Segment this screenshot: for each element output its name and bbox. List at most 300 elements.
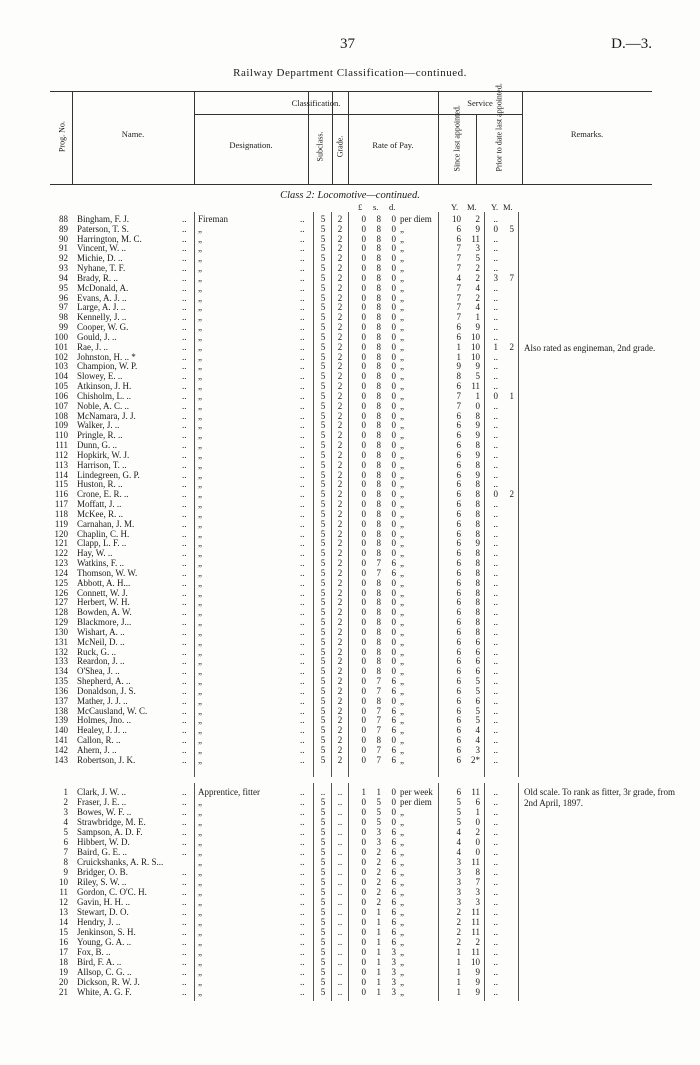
l-cell: 0 [361,420,366,431]
sm-cell: 8 [475,499,480,510]
sy-cell: 6 [456,725,461,736]
s-cell: 1 [376,787,381,797]
l-cell: 0 [361,538,366,549]
name-cell: McDonald, A. [77,282,129,293]
table-row [0,978,700,987]
dot-cell: .. [182,837,187,847]
sm-cell: 0 [475,847,480,857]
per-cell: „ [400,420,404,431]
py-cell: .. [493,685,498,696]
per-cell: „ [400,917,404,927]
no-cell: 123 [54,558,68,569]
sy-cell: 7 [456,253,461,264]
table-row [0,838,700,847]
table-row [0,313,700,322]
dot-cell: .. [182,867,187,877]
s-cell: 8 [376,223,381,234]
leader-dots: .. [300,577,305,588]
gr-cell: .. [337,897,343,907]
sy-cell: 6 [456,322,461,333]
d-cell: 3 [391,977,396,987]
per-cell: „ [400,937,404,947]
sm-cell: 0 [475,837,480,847]
d-cell: 6 [391,937,396,947]
designation-cell: „ [198,987,202,997]
l-cell: 0 [361,967,366,977]
sm-cell: 11 [471,947,480,957]
sub-cell: 5 [320,744,326,755]
no-cell: 13 [59,907,68,917]
table-row [0,687,700,696]
sy-cell: 6 [456,489,461,500]
gr-cell: 2 [337,695,343,706]
py-cell: .. [493,987,498,997]
designation-cell: „ [198,754,202,765]
s-cell: 7 [376,685,381,696]
sm-cell: 6 [475,656,480,667]
d-cell: 0 [391,322,396,333]
table-row [0,878,700,887]
l-cell: 0 [361,489,366,500]
py-cell: .. [493,538,498,549]
py-cell: .. [493,877,498,887]
py-cell: .. [493,937,498,947]
dot-cell: .. [182,877,187,887]
d-cell: 0 [391,351,396,362]
per-cell: „ [400,666,404,677]
gr-cell: 2 [337,607,343,618]
l-cell: 0 [361,744,366,755]
gr-cell: 2 [337,499,343,510]
l-cell: 0 [361,597,366,608]
designation-cell: „ [198,857,202,867]
table-row [0,726,700,735]
name-cell: Bowden, A. W. [77,607,132,618]
designation-cell: „ [198,877,202,887]
gr-cell: 2 [337,233,343,244]
leader-dots: .. [300,847,305,857]
leader-dots: .. [300,400,305,411]
sy-cell: 5 [456,797,461,807]
no-cell: 94 [59,272,68,283]
d-cell: 6 [391,897,396,907]
name-cell: Vincent, W. .. [77,243,126,254]
sy-cell: 7 [456,400,461,411]
sm-cell: 4 [475,734,480,745]
sub-cell: 5 [320,381,326,392]
table-row [0,264,700,273]
d-cell: 0 [391,607,396,618]
s-cell: 7 [376,744,381,755]
name-cell: Strawbridge, M. E. [77,817,146,827]
sub-cell: 5 [320,469,326,480]
designation-cell: „ [198,361,202,372]
sub-cell: 5 [320,312,326,323]
l-cell: 0 [361,705,366,716]
per-cell: „ [400,597,404,608]
l-cell: 0 [361,214,366,224]
s-cell: 8 [376,312,381,323]
l-cell: 0 [361,887,366,897]
name-cell: Johnston, H. .. * [77,351,136,362]
name-cell: Healey, J. J. .. [77,725,127,736]
l-cell: 0 [361,754,366,765]
d-cell: 0 [391,459,396,470]
designation-cell: „ [198,263,202,274]
s-cell: 8 [376,508,381,519]
l-cell: 0 [361,272,366,283]
designation-cell: „ [198,715,202,726]
name-cell: Bowes, W. F. .. [77,807,132,817]
sm-cell: 11 [471,917,480,927]
l-cell: 0 [361,725,366,736]
d-cell: 6 [391,857,396,867]
dot-cell: .. [182,479,187,490]
d-cell: 0 [391,597,396,608]
prog-no-header: Prog. No. [57,121,67,152]
sm-cell: 10 [471,351,480,362]
s-cell: 8 [376,400,381,411]
dot-cell: .. [182,744,187,755]
sy-cell: 6 [456,479,461,490]
gr-cell: 2 [337,626,343,637]
dot-cell: .. [182,558,187,569]
designation-cell: „ [198,469,202,480]
sub-cell: 5 [320,420,326,431]
s-cell: 8 [376,577,381,588]
d-cell: 0 [391,666,396,677]
l-cell: 0 [361,646,366,657]
leader-dots: .. [300,626,305,637]
leader-dots: .. [300,518,305,529]
gr-cell: .. [337,917,343,927]
leader-dots: .. [300,744,305,755]
leader-dots: .. [300,430,305,441]
sy-cell: 4 [456,847,461,857]
gr-cell: 2 [337,292,343,303]
dot-cell: .. [182,927,187,937]
dot-cell: .. [182,499,187,510]
per-cell: „ [400,459,404,470]
dot-cell: .. [182,676,187,686]
l-cell: 0 [361,817,366,827]
d-cell: 0 [391,469,396,480]
dot-cell: .. [182,636,187,647]
gr-cell: 2 [337,676,343,686]
designation-cell: „ [198,666,202,677]
sy-cell: 6 [456,715,461,726]
classification-header: Classification. [291,98,341,108]
per-cell: „ [400,371,404,382]
table-row [0,618,700,627]
sy-cell: 6 [456,459,461,470]
d-cell: 0 [391,656,396,667]
pm-cell: 1 [509,390,514,401]
sm-cell: 2* [471,754,480,765]
l-cell: 0 [361,957,366,967]
table-row [0,323,700,332]
sm-cell: 3 [475,897,480,907]
dot-cell: .. [182,351,187,362]
py-cell: .. [493,957,498,967]
designation-cell: „ [198,617,202,628]
table-row [0,431,700,440]
no-cell: 6 [63,837,68,847]
l-cell: 0 [361,223,366,234]
gr-cell: 2 [337,223,343,234]
per-cell: „ [400,331,404,342]
name-cell: Hopkirk, W. J. [77,449,130,460]
d-cell: 6 [391,877,396,887]
table-row [0,225,700,234]
gr-cell: .. [337,937,343,947]
sy-cell: 7 [456,282,461,293]
designation-cell: „ [198,567,202,578]
sy-cell: 6 [456,617,461,628]
no-cell: 112 [54,449,68,460]
sy-cell: 6 [456,744,461,755]
leader-dots: .. [300,676,305,686]
leader-dots: .. [300,617,305,628]
l-cell: 0 [361,676,366,686]
sy-cell: 6 [456,666,461,677]
since-last-header: Since last appointed. [452,105,462,172]
gr-cell: 2 [337,282,343,293]
table-row [0,908,700,917]
designation-cell: „ [198,410,202,421]
designation-cell: „ [198,797,202,807]
sm-cell: 6 [475,646,480,657]
sub-cell: 5 [320,528,326,539]
gr-cell: 2 [337,430,343,441]
dot-cell: .. [182,322,187,333]
py-cell: .. [493,479,498,490]
designation-cell: „ [198,725,202,736]
per-cell: „ [400,253,404,264]
name-cell: Crone, E. R. .. [77,489,129,500]
l-cell: 0 [361,390,366,401]
l-cell: 0 [361,656,366,667]
sy-cell: 6 [456,646,461,657]
s-cell: 7 [376,725,381,736]
no-cell: 8 [63,857,68,867]
sub-cell: 5 [320,837,326,847]
py-cell: .. [493,548,498,559]
py-cell: .. [493,459,498,470]
py-cell: 0 [493,223,498,234]
sm-cell: 6 [475,666,480,677]
no-cell: 4 [63,817,68,827]
sy-cell: 1 [456,947,461,957]
sy-cell: 6 [456,469,461,480]
sm-cell: 5 [475,705,480,716]
leader-dots: .. [300,807,305,817]
per-cell: „ [400,272,404,283]
leader-dots: .. [300,666,305,677]
py-cell: .. [493,817,498,827]
designation-cell: „ [198,479,202,490]
s-cell: 1 [376,907,381,917]
sub-cell: 5 [320,351,326,362]
name-cell: Dickson, R. W. J. [77,977,140,987]
per-cell: „ [400,907,404,917]
dot-cell: .. [182,440,187,451]
table-row [0,608,700,617]
per-cell: „ [400,351,404,362]
sy-cell: 9 [456,361,461,372]
leader-dots: .. [300,705,305,716]
designation-cell: „ [198,282,202,293]
per-cell: „ [400,744,404,755]
rate-header: Rate of Pay. [372,140,414,150]
l-cell: 0 [361,927,366,937]
designation-cell: „ [198,744,202,755]
table-row [0,274,700,283]
name-cell: Walker, J. .. [77,420,120,431]
per-cell: „ [400,302,404,313]
sm-cell: 8 [475,459,480,470]
leader-dots: .. [300,987,305,997]
sy-cell: 3 [456,867,461,877]
sy-cell: 7 [456,292,461,303]
py-cell: 0 [493,489,498,500]
no-cell: 133 [54,656,68,667]
l-cell: 0 [361,587,366,598]
dot-cell: .. [182,410,187,421]
d-cell: 0 [391,734,396,745]
py-cell: .. [493,410,498,421]
d-cell: 6 [391,887,396,897]
leader-dots: .. [300,787,305,797]
py-cell: .. [493,636,498,647]
dot-cell: .. [182,847,187,857]
sy-cell: 2 [456,907,461,917]
table-row [0,235,700,244]
d-cell: 6 [391,744,396,755]
sm-cell: 10 [471,341,480,352]
sm-cell: 6 [475,797,480,807]
l-cell: 0 [361,430,366,441]
py-cell: .. [493,607,498,618]
d-cell: 0 [391,797,396,807]
no-cell: 118 [54,508,68,519]
l-cell: 0 [361,827,366,837]
no-cell: 120 [54,528,68,539]
s-cell: 5 [376,807,381,817]
sy-cell: 6 [456,676,461,686]
gr-cell: .. [337,907,343,917]
unit-pence: d. [389,202,396,212]
s-cell: 8 [376,322,381,333]
name-cell: McCausland, W. C. [77,705,148,716]
leader-dots: .. [300,695,305,706]
name-cell: Chaplin, C. H. [77,528,130,539]
sub-cell: 5 [320,626,326,637]
py-cell: .. [493,847,498,857]
sm-cell: 11 [471,787,480,797]
no-cell: 11 [59,887,68,897]
name-cell: Evans, A. J. .. [77,292,127,303]
d-cell: 6 [391,567,396,578]
sy-cell: 1 [456,987,461,997]
d-cell: 3 [391,947,396,957]
s-cell: 8 [376,695,381,706]
py-cell: .. [493,518,498,529]
table-row [0,412,700,421]
dot-cell: .. [182,263,187,274]
py-cell: .. [493,528,498,539]
designation-cell: „ [198,957,202,967]
sm-cell: 4 [475,302,480,313]
sm-cell: 8 [475,479,480,490]
sm-cell: 8 [475,440,480,451]
sm-cell: 8 [475,518,480,529]
d-cell: 6 [391,676,396,686]
designation-cell: „ [198,440,202,451]
no-cell: 130 [54,626,68,637]
gr-cell: 2 [337,666,343,677]
per-cell: „ [400,518,404,529]
sm-cell: 7 [475,877,480,887]
gr-cell: 2 [337,449,343,460]
py-cell: .. [493,577,498,588]
name-cell: Cooper, W. G. [77,322,129,333]
designation-cell: „ [198,508,202,519]
sy-cell: 7 [456,243,461,254]
leader-dots: .. [300,214,305,224]
d-cell: 0 [391,577,396,588]
designation-cell: „ [198,223,202,234]
l-cell: 0 [361,499,366,510]
designation-cell: „ [198,847,202,857]
sub-cell: 5 [320,272,326,283]
gr-cell: 2 [337,587,343,598]
no-cell: 96 [59,292,68,303]
designation-cell: „ [198,322,202,333]
dot-cell: .. [182,567,187,578]
no-cell: 124 [54,567,68,578]
leader-dots: .. [300,538,305,549]
sub-cell: 5 [320,361,326,372]
name-cell: Bird, F. A. .. [77,957,122,967]
sub-cell: 5 [320,223,326,234]
py-cell: .. [493,233,498,244]
unit-months-since: M. [467,202,477,212]
pm-cell: 5 [509,223,514,234]
table-row [0,628,700,637]
table-row [0,888,700,897]
per-cell: „ [400,725,404,736]
sm-cell: 8 [475,617,480,628]
sy-cell: 3 [456,857,461,867]
gr-cell: 2 [337,390,343,401]
sm-cell: 9 [475,967,480,977]
sm-cell: 9 [475,223,480,234]
leader-dots: .. [300,292,305,303]
no-cell: 143 [54,754,68,765]
class-heading: Class 2: Locomotive—continued. [280,190,420,201]
table-row [0,988,700,997]
per-cell: „ [400,857,404,867]
name-cell: Robertson, J. K. [77,754,136,765]
designation-cell: „ [198,867,202,877]
sy-cell: 6 [456,567,461,578]
d-cell: 0 [391,817,396,827]
dot-cell: .. [182,459,187,470]
dot-cell: .. [182,223,187,234]
d-cell: 0 [391,302,396,313]
per-cell: „ [400,479,404,490]
